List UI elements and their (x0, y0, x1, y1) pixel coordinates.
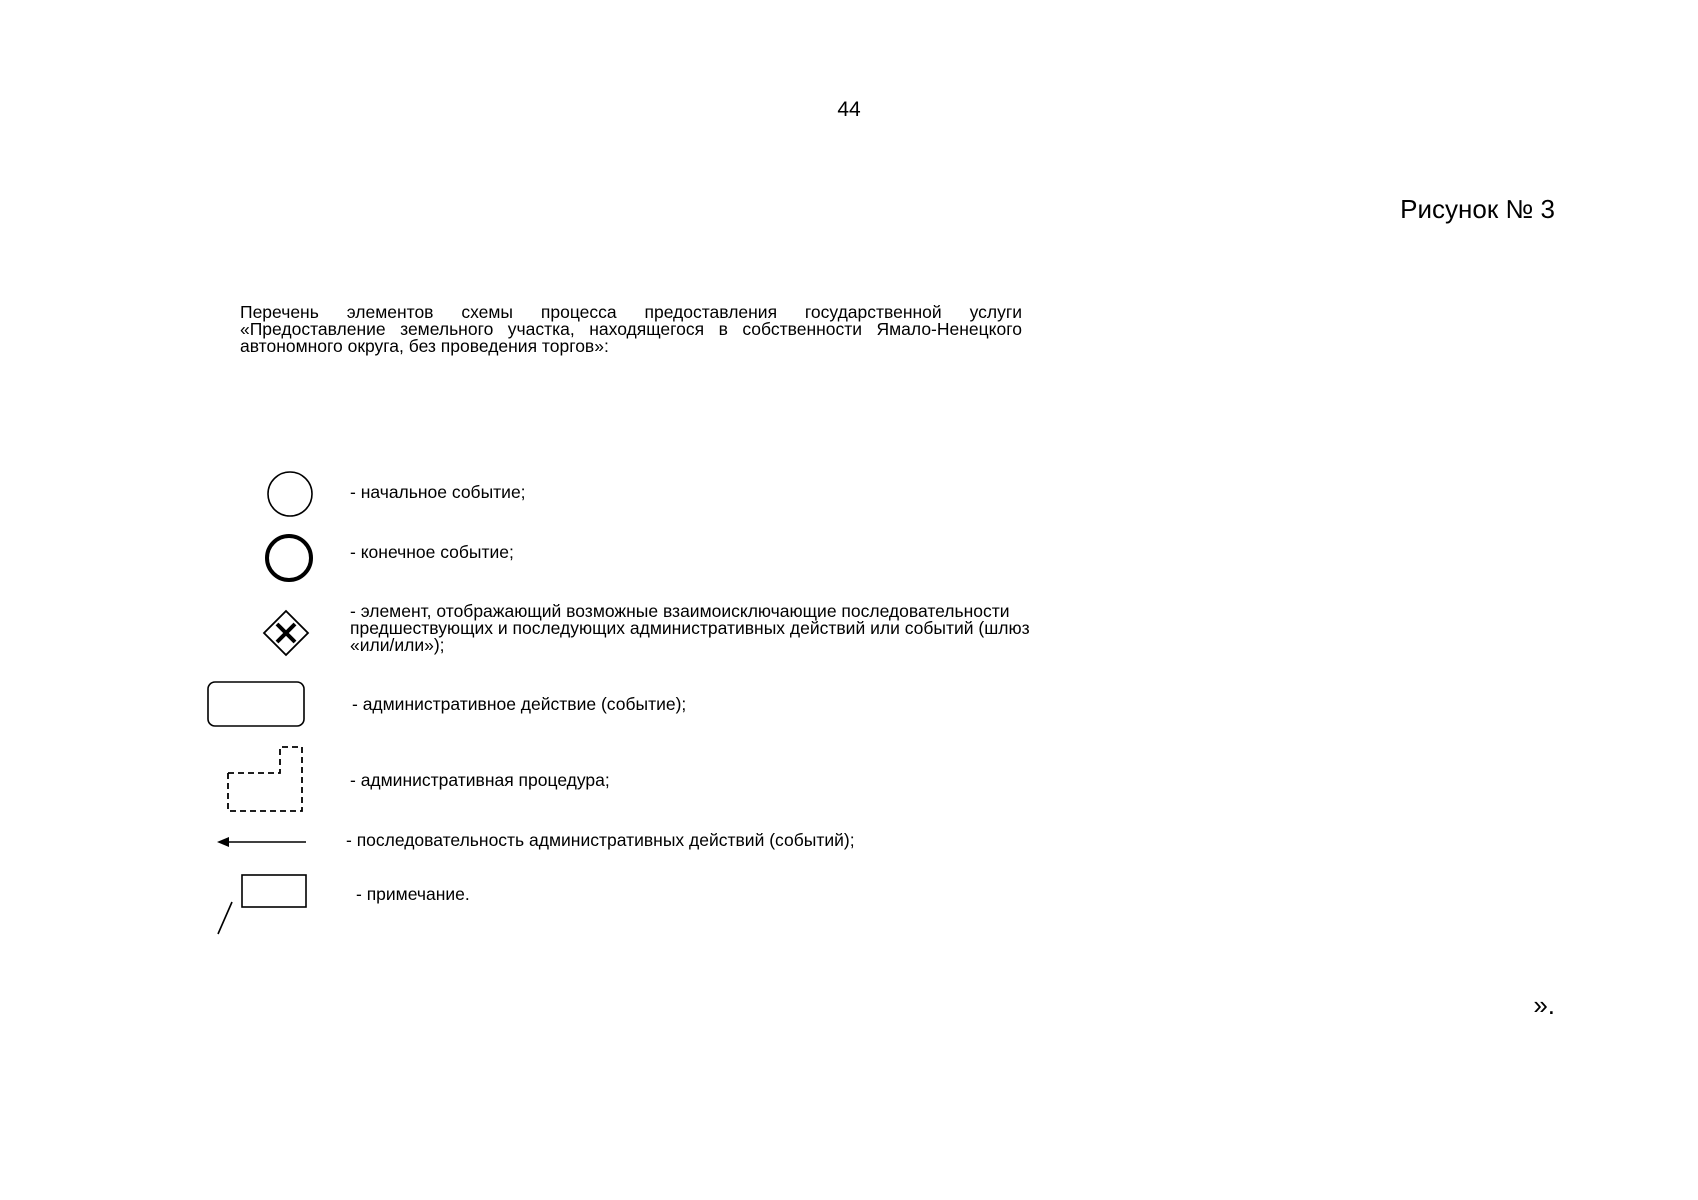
figure-label: Рисунок № 3 (1400, 194, 1555, 224)
legend-text-annotation: - примечание. (356, 884, 470, 904)
start-event-circle-icon (264, 468, 316, 520)
legend-text-action: - административное действие (событие); (352, 694, 687, 714)
page-number: 44 (837, 98, 861, 121)
administrative-action-icon (206, 680, 306, 728)
intro-paragraph: Перечень элементов схемы процесса предоставления государственной услуги «Предоставление земельного участка, находящегося в собственности Ямало-Ненецкого автономного округа, без проведения торгов»: (240, 302, 1022, 356)
exclusive-gateway-icon (262, 609, 310, 657)
end-event-circle-icon (262, 531, 316, 585)
legend-text-procedure: - административная процедура; (350, 770, 610, 790)
administrative-procedure-icon (226, 745, 306, 813)
sequence-arrow-icon (216, 834, 310, 850)
legend-text-end-event: - конечное событие; (350, 542, 514, 562)
annotation-icon (214, 872, 310, 936)
legend-text-gateway: - элемент, отображающий возможные взаимоисключающие последовательности предшествующих и последующих административных действий или событий (шлюз «или/или»); (350, 601, 1030, 655)
legend-text-sequence: - последовательность административных действий (событий); (346, 830, 855, 850)
legend-text-start-event: - начальное событие; (350, 482, 526, 502)
closing-quote: ». (1533, 990, 1555, 1020)
